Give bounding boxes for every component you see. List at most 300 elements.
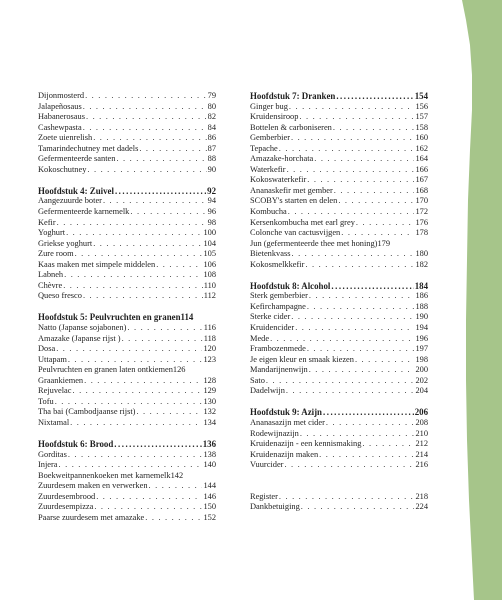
dot-leader — [145, 513, 202, 524]
toc-page-number: 140 — [203, 460, 216, 470]
toc-page-number: 172 — [415, 207, 428, 217]
toc-entry-title: Habanerosaus — [38, 112, 85, 122]
dot-leader — [291, 312, 414, 323]
toc-entry-title: Dijonmosterd — [38, 91, 85, 100]
toc-entry-title: Colonche van cactusvijgen — [250, 228, 341, 238]
toc-page-number: 134 — [203, 417, 216, 427]
toc-page-number: 200 — [415, 365, 428, 375]
dot-leader — [68, 450, 203, 461]
toc-entry[interactable] — [250, 418, 428, 429]
dot-leader — [305, 260, 414, 271]
toc-page-number: 168 — [415, 185, 428, 195]
toc-page-number: 150 — [203, 502, 216, 512]
toc-entry[interactable] — [250, 312, 428, 323]
toc-entry-title: Gefermenteerde santen — [38, 154, 116, 164]
toc-entry-title: Waterkefir — [250, 164, 286, 174]
toc-entry[interactable] — [250, 365, 428, 376]
toc-page-number: 190 — [415, 312, 428, 322]
dot-leader — [291, 249, 414, 260]
toc-page-number: 110 — [203, 280, 216, 290]
toc-entry[interactable] — [250, 186, 428, 197]
toc-entry[interactable] — [250, 260, 428, 271]
toc-page-number: 116 — [203, 323, 216, 333]
toc-page-number: 212 — [415, 439, 428, 449]
toc-entry[interactable] — [38, 123, 216, 134]
toc-page-number: 156 — [415, 101, 428, 111]
toc-page-number: 204 — [415, 386, 428, 396]
toc-entry-title: Kruidensiroop — [250, 112, 299, 122]
toc-entry[interactable] — [250, 291, 428, 302]
toc-entry[interactable] — [38, 386, 216, 397]
dot-leader — [64, 270, 202, 281]
dot-leader — [362, 439, 414, 450]
dot-leader — [291, 133, 414, 144]
toc-page-number: 180 — [415, 249, 428, 259]
dot-leader — [289, 102, 415, 113]
toc-chapter-heading[interactable] — [38, 439, 216, 450]
toc-entry[interactable] — [38, 196, 216, 207]
dot-leader — [309, 291, 415, 302]
toc-page-number: 90 — [207, 164, 216, 174]
toc-entry[interactable] — [250, 239, 428, 250]
toc-page-number: 184 — [414, 280, 428, 291]
toc-entry-title: Dadelwijn — [250, 386, 285, 396]
toc-page-number: 84 — [207, 122, 216, 132]
toc-page-number: 129 — [203, 386, 216, 396]
toc-page-number: 79 — [207, 91, 216, 100]
toc-entry-title: Graankiemen — [38, 375, 84, 385]
toc-entry[interactable] — [38, 502, 216, 513]
dot-leader — [86, 112, 207, 123]
toc-entry-title: Kefirchampagne — [250, 301, 306, 311]
dot-leader — [319, 450, 414, 461]
toc-entry-title: Kombucha — [250, 207, 287, 217]
toc-entry[interactable] — [38, 154, 216, 165]
toc-entry-title: Tamarindechutney met dadels — [38, 143, 139, 153]
dot-leader — [279, 492, 415, 503]
dot-leader — [323, 407, 414, 418]
toc-entry-title: Kokoschutney — [38, 164, 87, 174]
toc-entry-title: Hoofdstuk 8: Alcohol — [250, 280, 331, 291]
toc-entry[interactable] — [250, 386, 428, 397]
dot-leader — [149, 481, 203, 492]
toc-page-number: 216 — [415, 460, 428, 470]
toc-entry[interactable] — [38, 407, 216, 418]
toc-entry-title: Zure room — [38, 249, 74, 259]
toc-entry[interactable] — [38, 376, 216, 387]
dot-leader — [307, 175, 414, 186]
dot-leader — [115, 186, 206, 197]
toc-page-number: 128 — [203, 375, 216, 385]
dot-leader — [356, 218, 415, 229]
toc-left-column — [38, 91, 216, 523]
toc-entry-title: Gorditas — [38, 449, 67, 459]
toc-entry[interactable] — [38, 144, 216, 155]
toc-entry[interactable] — [250, 334, 428, 345]
toc-page-number: 82 — [207, 112, 216, 122]
toc-entry-title: Hoofdstuk 9: Azijn — [250, 407, 322, 418]
toc-chapter-heading[interactable] — [250, 91, 428, 102]
dot-leader — [114, 439, 201, 450]
toc-entry[interactable] — [38, 281, 216, 292]
toc-entry[interactable] — [250, 144, 428, 155]
toc-page-number: 94 — [207, 196, 216, 206]
toc-entry[interactable] — [250, 502, 428, 513]
toc-entry[interactable] — [38, 207, 216, 218]
toc-entry-title: Hoofdstuk 5: Peulvruchten en granen — [38, 312, 181, 323]
dot-leader — [279, 144, 415, 155]
toc-entry-title: Zuurdesempizza — [38, 502, 94, 512]
toc-entry[interactable] — [38, 471, 216, 482]
toc-page-number: 166 — [415, 164, 428, 174]
toc-entry[interactable] — [250, 165, 428, 176]
toc-entry-title: Je eigen kleur en smaak kiezen — [250, 354, 354, 364]
toc-page-number: 186 — [415, 291, 428, 301]
toc-page-number: 154 — [414, 91, 428, 101]
toc-page-number: 130 — [203, 396, 216, 406]
toc-entry-title: Amazake (Japanse rijst ) — [38, 333, 121, 343]
toc-chapter-heading[interactable] — [250, 281, 428, 292]
toc-entry-title: Kruidencider — [250, 323, 295, 333]
dot-leader — [127, 323, 202, 334]
toc-entry-title: Yoghurt — [38, 228, 66, 238]
toc-entry-title: Kokoswaterkefir — [250, 175, 307, 185]
toc-entry-title: Kokosmelkkefir — [250, 259, 305, 269]
toc-page-number: 105 — [203, 249, 216, 259]
dot-leader — [314, 154, 414, 165]
toc-entry-title: Hoofdstuk 7: Dranken — [250, 91, 336, 101]
toc-entry-title: SCOBY's starten en delen — [250, 196, 338, 206]
dot-leader — [309, 365, 415, 376]
dot-leader — [287, 165, 415, 176]
section-spacer — [250, 270, 428, 281]
toc-entry[interactable] — [250, 439, 428, 450]
dot-leader — [338, 196, 414, 207]
toc-entry-title: Zoete uienrelish — [38, 133, 93, 143]
toc-entry[interactable] — [38, 165, 216, 176]
toc-page-number: 224 — [415, 502, 428, 512]
toc-entry-title: Ananaskefir met gember — [250, 185, 333, 195]
toc-entry[interactable] — [250, 344, 428, 355]
toc-page-number: 136 — [202, 439, 216, 450]
toc-entry[interactable] — [38, 334, 216, 345]
toc-page-number: 218 — [415, 491, 428, 501]
toc-entry-title: Jalapeñosaus — [38, 101, 82, 111]
toc-page-number: 120 — [203, 344, 216, 354]
dot-leader — [94, 502, 202, 513]
dot-leader — [299, 112, 414, 123]
dot-leader — [288, 207, 415, 218]
toc-entry-title: Dosa — [38, 344, 56, 354]
section-spacer — [38, 302, 216, 313]
toc-entry[interactable] — [250, 112, 428, 123]
toc-entry[interactable] — [38, 323, 216, 334]
dot-leader — [55, 397, 203, 408]
toc-entry-title: Natto (Japanse sojabonen) — [38, 323, 127, 333]
toc-entry-title: Boekweitpannenkoeken met karnemelk — [38, 470, 171, 480]
toc-entry-title: Dankbetuiging — [250, 502, 300, 512]
toc-page-number: 98 — [207, 217, 216, 227]
toc-entry-title: Queso fresco — [38, 291, 82, 301]
dot-leader — [57, 218, 207, 229]
toc-page-number: 92 — [207, 185, 216, 196]
dot-leader — [139, 144, 206, 155]
toc-page-number: 210 — [415, 428, 428, 438]
toc-entry[interactable] — [250, 355, 428, 366]
dot-leader — [68, 355, 203, 366]
toc-entry-title: Kruidenazijn - een kennismaking — [250, 439, 362, 449]
dot-leader — [300, 429, 415, 440]
dot-leader — [59, 460, 203, 471]
toc-entry-title: Bottelen & carboniseren — [250, 122, 332, 132]
toc-page-number: 114 — [180, 312, 194, 323]
toc-page-number: 80 — [207, 101, 216, 111]
toc-entry[interactable] — [38, 492, 216, 503]
toc-entry-title: Tepache — [250, 143, 278, 153]
toc-page-number: 100 — [203, 228, 216, 238]
toc-page-number: 196 — [415, 333, 428, 343]
toc-page-number: 118 — [203, 333, 216, 343]
toc-chapter-heading[interactable] — [38, 186, 216, 197]
toc-entry-title: Zuurdesem maken en verwerken — [38, 481, 148, 491]
section-spacer — [38, 429, 216, 440]
toc-entry-title: Hoofdstuk 6: Brood — [38, 439, 114, 450]
toc-entry-title: Nixtamal — [38, 417, 70, 427]
toc-entry[interactable] — [250, 323, 428, 334]
toc-page-number: 126 — [172, 365, 186, 375]
toc-entry-title: Sterke cider — [250, 312, 291, 322]
toc-entry[interactable] — [38, 112, 216, 123]
toc-page-number: 132 — [203, 407, 216, 417]
toc-entry[interactable] — [38, 260, 216, 271]
toc-entry[interactable] — [250, 450, 428, 461]
dot-leader — [136, 407, 202, 418]
toc-entry[interactable] — [38, 344, 216, 355]
dot-leader — [336, 91, 413, 102]
toc-entry-title: Vuurcider — [250, 460, 284, 470]
toc-entry-title: Cashewpasta — [38, 122, 82, 132]
toc-entry-title: Griekse yoghurt — [38, 238, 93, 248]
toc-entry-title: Kersenkombucha met earl grey — [250, 217, 355, 227]
dot-leader — [116, 154, 206, 165]
toc-entry[interactable] — [38, 133, 216, 144]
toc-entry-title: Kefir — [38, 217, 56, 227]
toc-entry[interactable] — [38, 249, 216, 260]
section-spacer — [250, 481, 428, 492]
dot-leader — [72, 386, 202, 397]
dot-leader — [270, 334, 414, 345]
toc-entry[interactable] — [250, 218, 428, 229]
toc-entry-title: Jun (gefermenteerde thee met honing) — [250, 238, 378, 248]
dot-leader — [96, 492, 202, 503]
dot-leader — [83, 102, 207, 113]
toc-entry[interactable] — [250, 123, 428, 134]
toc-entry[interactable] — [38, 91, 216, 102]
toc-page-number: 206 — [414, 407, 428, 418]
toc-entry-title: Frambozenmede — [250, 344, 306, 354]
toc-page-number: 123 — [203, 354, 216, 364]
dot-leader — [63, 281, 203, 292]
toc-entry[interactable] — [38, 513, 216, 524]
toc-page-number: 194 — [415, 323, 428, 333]
toc-entry[interactable] — [250, 196, 428, 207]
toc-entry[interactable] — [250, 175, 428, 186]
dot-leader — [301, 502, 415, 513]
toc-entry[interactable] — [38, 460, 216, 471]
toc-page-number: 104 — [203, 238, 216, 248]
toc-page-number: 108 — [203, 270, 216, 280]
toc-entry-title: Sterk gemberbier — [250, 291, 308, 301]
toc-entry[interactable] — [38, 481, 216, 492]
toc-entry-title: Zuurdesembrood — [38, 491, 96, 501]
toc-page-number: 167 — [415, 175, 428, 185]
toc-page-number: 214 — [415, 449, 428, 459]
dot-leader — [70, 418, 202, 429]
toc-page-number: 88 — [207, 154, 216, 164]
toc-page-number: 157 — [415, 112, 428, 122]
toc-entry-title: Amazake-horchata — [250, 154, 314, 164]
toc-entry[interactable] — [250, 492, 428, 503]
dot-leader — [266, 376, 415, 387]
toc-page-number: 178 — [415, 228, 428, 238]
toc-entry[interactable] — [250, 376, 428, 387]
dot-leader — [341, 228, 414, 239]
toc-page-number: 86 — [207, 133, 216, 143]
dot-leader — [103, 196, 207, 207]
toc-entry-title: Mandarijnenwijn — [250, 365, 308, 375]
toc-entry[interactable] — [38, 365, 216, 376]
toc-entry[interactable] — [38, 291, 216, 302]
toc-entry-title: Tofu — [38, 396, 54, 406]
toc-entry-title: Sato — [250, 375, 265, 385]
section-spacer — [38, 175, 216, 186]
toc-page-number: 202 — [415, 375, 428, 385]
toc-entry[interactable] — [250, 102, 428, 113]
toc-entry-title: Kaas maken met simpele middelen — [38, 259, 156, 269]
toc-page-number: 197 — [415, 344, 428, 354]
toc-entry[interactable] — [38, 418, 216, 429]
toc-entry-title: Peulvruchten en granen laten ontkiemen — [38, 365, 173, 375]
dot-leader — [334, 186, 415, 197]
dot-leader — [75, 249, 203, 260]
toc-page-number: 87 — [207, 143, 216, 153]
dot-leader — [307, 302, 415, 313]
toc-entry-title: Gemberbier — [250, 133, 290, 143]
toc-entry[interactable] — [250, 460, 428, 471]
dot-leader — [84, 376, 202, 387]
dot-leader — [286, 386, 415, 397]
toc-page-number: 176 — [415, 217, 428, 227]
toc-entry[interactable] — [250, 154, 428, 165]
toc-page-number: 160 — [415, 133, 428, 143]
toc-entry-title: Ananasazijn met cider — [250, 417, 325, 427]
toc-page-number: 164 — [415, 154, 428, 164]
toc-page-number: 208 — [415, 417, 428, 427]
toc-entry-title: Labneh — [38, 270, 64, 280]
toc-page-number: 152 — [203, 512, 216, 522]
dot-leader — [284, 460, 414, 471]
toc-entry[interactable] — [250, 133, 428, 144]
toc-page-number: 182 — [415, 259, 428, 269]
toc-entry-title: Injera — [38, 460, 58, 470]
dot-leader — [307, 344, 415, 355]
toc-page-number: 138 — [203, 449, 216, 459]
dot-leader — [56, 344, 202, 355]
toc-page-number: 170 — [415, 196, 428, 206]
dot-leader — [93, 133, 206, 144]
toc-entry-title: Register — [250, 491, 278, 501]
dot-leader — [122, 334, 203, 345]
dot-leader — [87, 165, 206, 176]
toc-right-column — [250, 91, 428, 513]
toc-page-number: 106 — [203, 259, 216, 269]
toc-page-number: 142 — [170, 470, 184, 480]
dot-leader — [156, 260, 202, 271]
toc-entry-title: Rodewijnazijn — [250, 428, 299, 438]
toc-entry[interactable] — [38, 239, 216, 250]
toc-entry-title: Ginger bug — [250, 101, 288, 111]
toc-chapter-heading[interactable] — [250, 407, 428, 418]
toc-entry-title: Bietenkvass — [250, 249, 291, 259]
toc-entry-title: Gefermenteerde karnemelk — [38, 207, 130, 217]
toc-entry-title: Tha bai (Cambodjaanse rijst) — [38, 407, 136, 417]
toc-page-number: 112 — [203, 291, 216, 301]
toc-page-number: 198 — [415, 354, 428, 364]
toc-entry[interactable] — [38, 450, 216, 461]
toc-entry[interactable] — [250, 429, 428, 440]
toc-entry[interactable] — [38, 355, 216, 366]
toc-entry[interactable] — [38, 397, 216, 408]
toc-entry[interactable] — [38, 218, 216, 229]
dot-leader — [130, 207, 206, 218]
dot-leader — [326, 418, 415, 429]
dot-leader — [355, 355, 414, 366]
toc-entry-title: Aangezuurde boter — [38, 196, 102, 206]
dot-leader — [295, 323, 414, 334]
toc-entry-title: Chèvre — [38, 280, 63, 290]
toc-page-number: 158 — [415, 122, 428, 132]
toc-entry[interactable] — [38, 270, 216, 281]
section-spacer — [250, 397, 428, 408]
toc-page-number: 96 — [207, 207, 216, 217]
dot-leader — [333, 123, 415, 134]
toc-entry[interactable] — [250, 207, 428, 218]
toc-entry[interactable] — [250, 249, 428, 260]
toc-page-number: 144 — [203, 481, 216, 491]
toc-entry-title: Uttapam — [38, 354, 67, 364]
toc-entry[interactable] — [38, 228, 216, 239]
toc-page-number: 146 — [203, 491, 216, 501]
toc-entry[interactable] — [38, 102, 216, 113]
toc-page-number: 188 — [415, 301, 428, 311]
toc-entry[interactable] — [250, 228, 428, 239]
dot-leader — [66, 228, 202, 239]
dot-leader — [93, 239, 202, 250]
section-spacer — [250, 471, 428, 482]
dot-leader — [85, 91, 207, 102]
toc-page-number: 179 — [377, 238, 390, 248]
dot-leader — [331, 281, 413, 292]
toc-entry[interactable] — [250, 302, 428, 313]
toc-entry-title: Hoofdstuk 4: Zuivel — [38, 185, 114, 196]
toc-chapter-heading[interactable] — [38, 312, 216, 323]
toc-page-number: 162 — [415, 143, 428, 153]
toc-entry-title: Kruidenazijn maken — [250, 449, 319, 459]
toc-entry-title: Paarse zuurdesem met amazake — [38, 512, 145, 522]
dot-leader — [83, 123, 207, 134]
dot-leader — [83, 291, 203, 302]
toc-entry-title: Rejuvelac — [38, 386, 72, 396]
